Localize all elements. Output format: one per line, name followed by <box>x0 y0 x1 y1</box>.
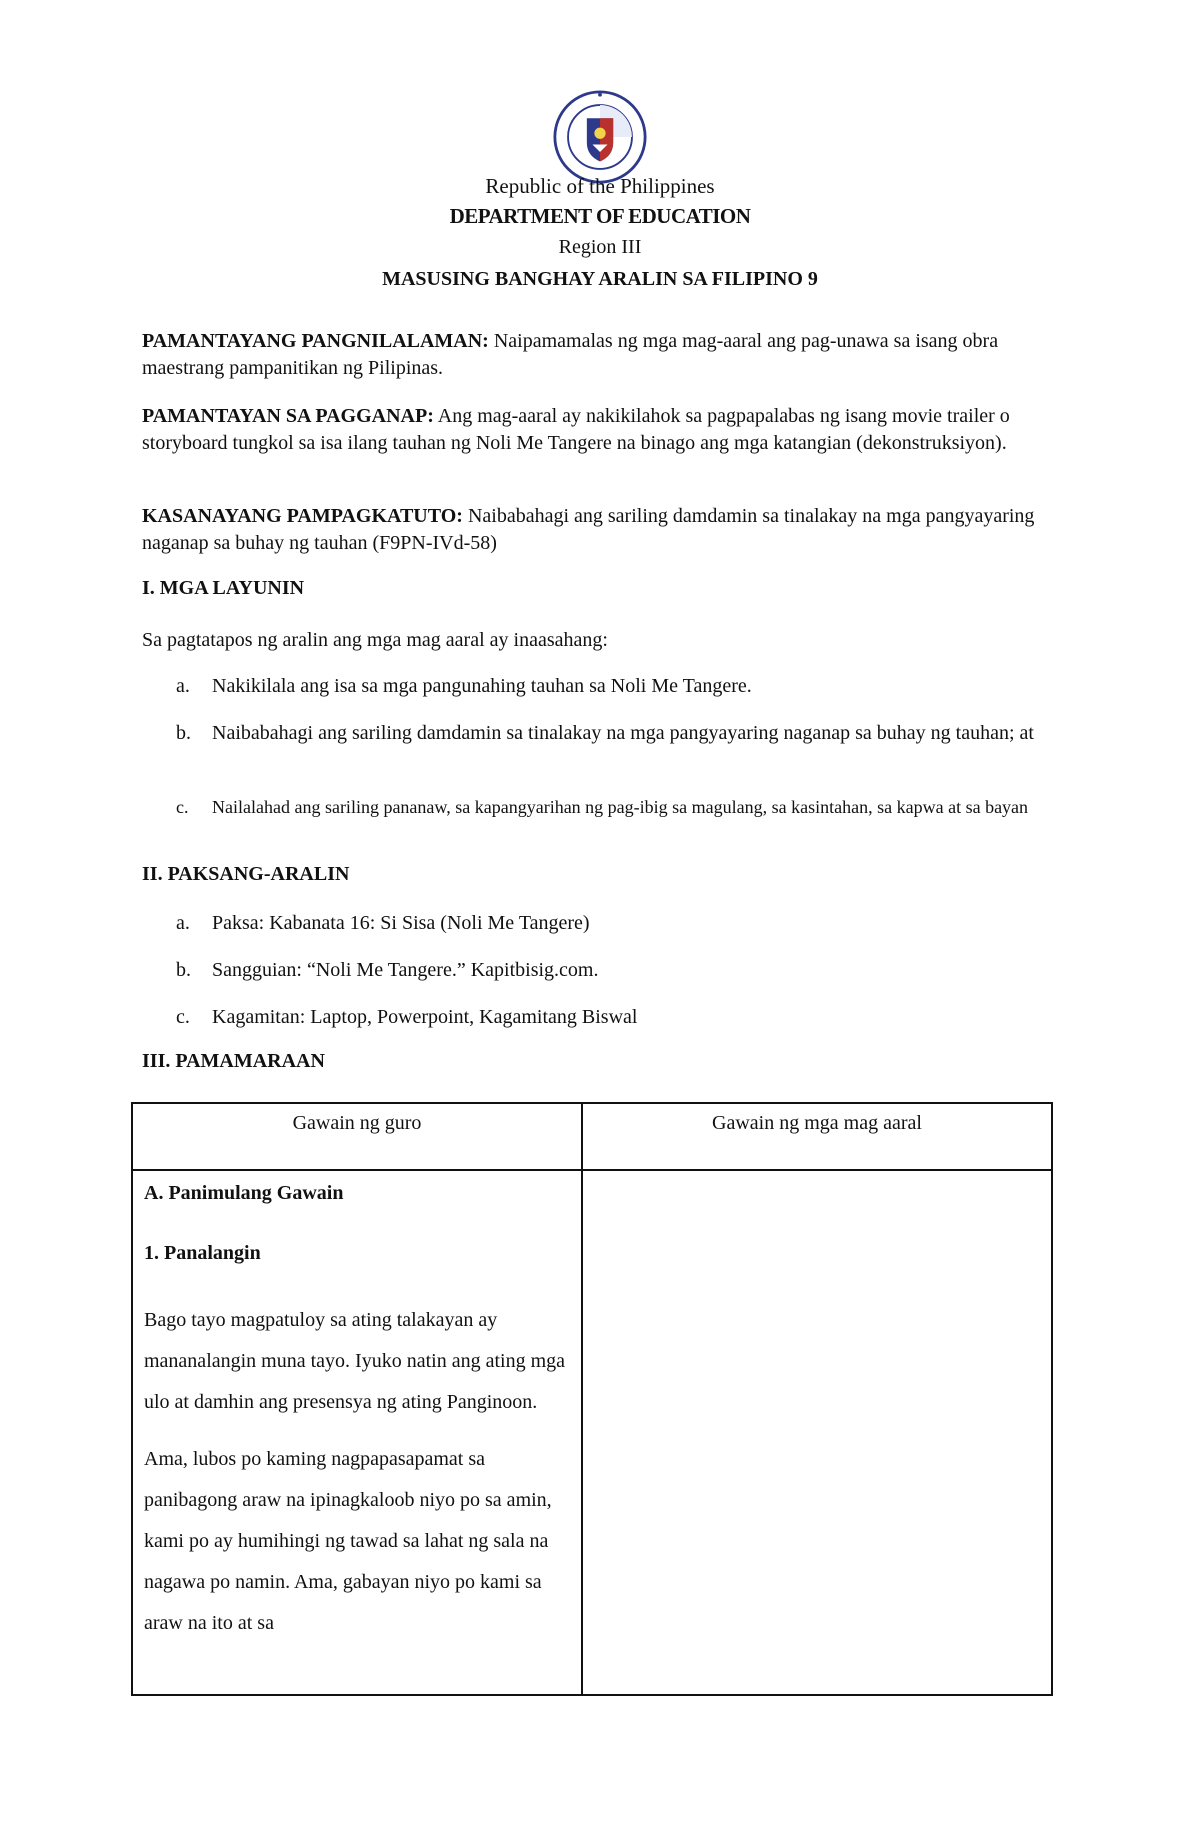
document-title: MASUSING BANGHAY ARALIN SA FILIPINO 9 <box>382 268 818 290</box>
subsection-title: 1. Panalangin <box>144 1242 261 1264</box>
objective-label: c. <box>176 797 189 817</box>
objective-label: b. <box>176 722 191 744</box>
objective-item <box>176 720 1056 747</box>
subject-item <box>176 910 1056 937</box>
performance-standard <box>142 403 1062 457</box>
subject-text: Paksa: Kabanata 16: Si Sisa (Noli Me Tangere) <box>212 912 590 934</box>
subject-label: a. <box>176 912 190 934</box>
learning-competency-label: KASANAYANG PAMPAGKATUTO: <box>142 505 463 527</box>
subject-matter-heading: II. PAKSANG-ARALIN <box>142 863 350 885</box>
objective-item <box>176 673 1056 700</box>
content-standard-text: Naipamamalas ng mga mag-aaral ang pag-unawa sa isang obra maestrang pampanitikan ng Pilipinas. <box>142 330 999 379</box>
students-column-header: Gawain ng mga mag aaral <box>582 1103 1052 1170</box>
deped-seal-logo <box>553 90 647 184</box>
prayer-text: Ama, lubos po kaming nagpapasapamat sa panibagong araw na ipinagkaloob niyo po sa amin, kami po ay humihingi ng tawad sa lahat ng sala na nagawa po namin. Ama, gabayan niyo po kami sa araw na ito at sa <box>144 1448 552 1634</box>
learning-competency <box>142 503 1062 557</box>
objective-label: a. <box>176 675 190 697</box>
objectives-heading: I. MGA LAYUNIN <box>142 577 305 599</box>
objective-item <box>176 795 1056 820</box>
section-title: A. Panimulang Gawain <box>144 1182 344 1204</box>
objective-text: Nakikilala ang isa sa mga pangunahing tauhan sa Noli Me Tangere. <box>212 675 752 697</box>
subject-label: c. <box>176 1006 190 1028</box>
procedure-table <box>131 1102 1053 1696</box>
table-header-row <box>132 1103 1052 1170</box>
republic-line: Republic of the Philippines <box>485 174 715 198</box>
prayer-intro-text: Bago tayo magpatuloy sa ating talakayan ay mananalangin muna tayo. Iyuko natin ang ating mga ulo at damhin ang presensya ng ating Panginoon. <box>144 1309 565 1413</box>
content-standard-label: PAMANTAYANG PANGNILALAMAN: <box>142 330 489 352</box>
student-activity-cell <box>582 1170 1052 1695</box>
objective-text: Naibabahagi ang sariling damdamin sa tinalakay na mga pangyayaring naganap sa buhay ng tauhan; at <box>212 722 1034 744</box>
subject-text: Kagamitan: Laptop, Powerpoint, Kagamitang Biswal <box>212 1006 638 1028</box>
content-standard <box>142 328 1062 382</box>
performance-standard-label: PAMANTAYAN SA PAGGANAP: <box>142 405 434 427</box>
learning-competency-text: Naibabahagi ang sariling damdamin sa tinalakay na mga pangyayaring naganap sa buhay ng tauhan (F9PN-IVd-58) <box>142 505 1035 554</box>
subject-item <box>176 1004 1056 1031</box>
subject-item <box>176 957 1056 984</box>
teacher-column-header: Gawain ng guro <box>132 1103 582 1170</box>
subject-label: b. <box>176 959 191 981</box>
objective-text: Nailalahad ang sariling pananaw, sa kapangyarihan ng pag-ibig sa magulang, sa kasintahan, sa kapwa at sa bayan <box>212 797 1029 817</box>
performance-standard-text: Ang mag-aaral ay nakikilahok sa pagpapalabas ng isang movie trailer o storyboard tungkol sa isa ilang tauhan ng Noli Me Tangere na binago ang mga katangian (dekonstruksiyon). <box>142 405 1010 454</box>
teacher-activity-cell <box>132 1170 582 1695</box>
subject-text: Sangguian: “Noli Me Tangere.” Kapitbisig.com. <box>212 959 599 981</box>
department-line: DEPARTMENT OF EDUCATION <box>449 204 751 228</box>
procedure-heading: III. PAMAMARAAN <box>142 1050 325 1072</box>
region-line: Region III <box>558 236 642 258</box>
objectives-intro: Sa pagtatapos ng aralin ang mga mag aaral ay inaasahang: <box>142 629 608 651</box>
table-row <box>132 1170 1052 1695</box>
